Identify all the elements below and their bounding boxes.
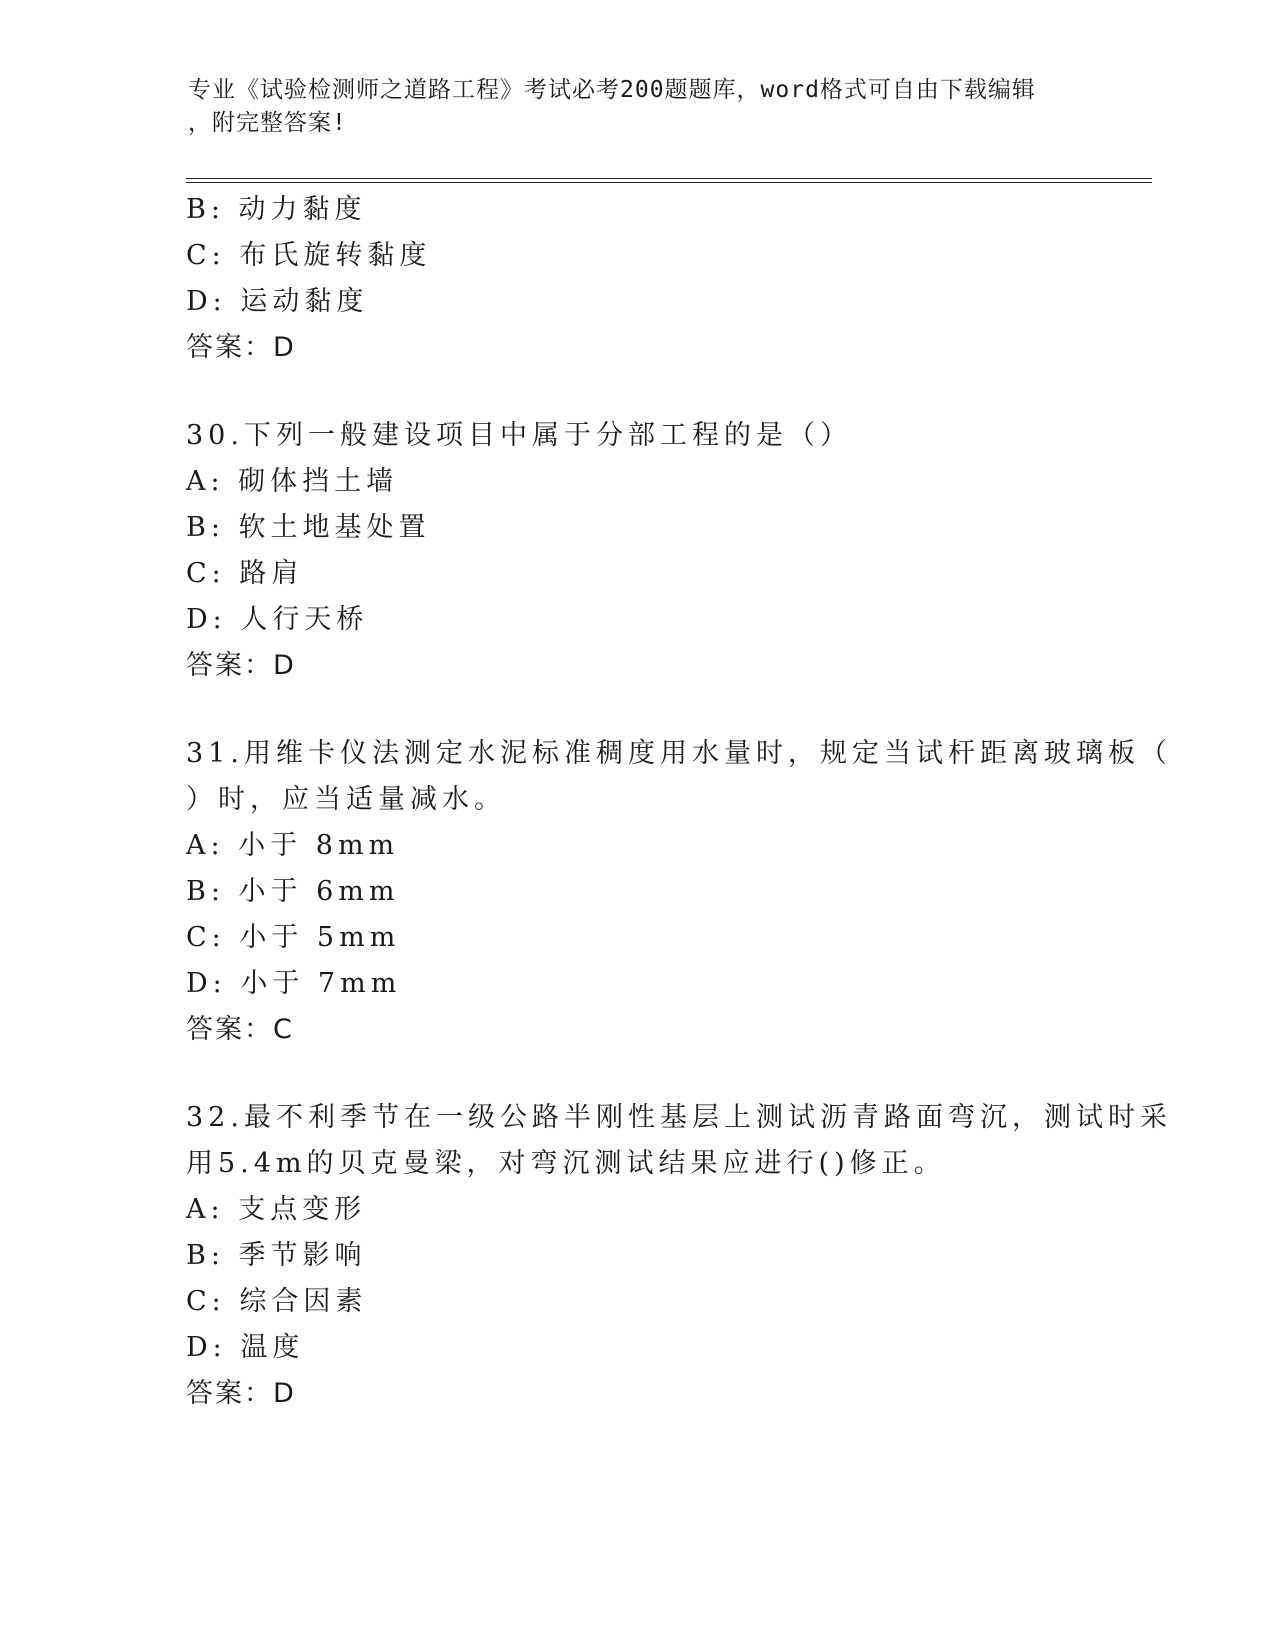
option-b: B: 小于 6mm (186, 876, 400, 907)
answer-line: 答案：D (186, 1378, 296, 1409)
question-block (186, 1095, 1172, 1417)
option-b: B: 动力黏度 (186, 194, 367, 225)
question-block (186, 731, 1172, 1053)
question-stem-line-2: ）时，应当适量减水。 (186, 784, 506, 815)
option-a: A: 砌体挡土墙 (186, 466, 399, 497)
answer-line: 答案：C (186, 1014, 294, 1045)
option-c: C: 布氏旋转黏度 (186, 240, 432, 271)
option-b: B: 软土地基处置 (186, 512, 431, 543)
option-d: D: 运动黏度 (186, 286, 369, 317)
option-d: D: 人行天桥 (186, 604, 369, 635)
option-d: D: 温度 (186, 1332, 305, 1363)
question-stem: 30.下列一般建设项目中属于分部工程的是（） (186, 420, 852, 451)
option-c: C: 小于 5mm (186, 922, 401, 953)
header-line-1: 专业《试验检测师之道路工程》考试必考200题题库，word格式可自由下载编辑 (188, 77, 1036, 103)
option-b: B: 季节影响 (186, 1240, 367, 1271)
option-a: A: 支点变形 (186, 1194, 367, 1225)
answer-line: 答案：D (186, 650, 296, 681)
page-header (188, 74, 1078, 140)
question-stem-line-1: 32.最不利季节在一级公路半刚性基层上测试沥青路面弯沉，测试时采 (186, 1102, 1172, 1133)
question-list (186, 187, 1172, 1417)
question-stem-line-2: 用5.4m的贝克曼梁，对弯沉测试结果应进行()修正。 (186, 1148, 946, 1179)
answer-line: 答案：D (186, 332, 296, 363)
question-block (186, 413, 1086, 689)
header-line-2: ，附完整答案! (188, 110, 347, 136)
header-divider (186, 178, 1152, 183)
option-a: A: 小于 8mm (186, 830, 400, 861)
option-d: D: 小于 7mm (186, 968, 402, 999)
question-stem-line-1: 31.用维卡仪法测定水泥标准稠度用水量时，规定当试杆距离玻璃板（ (186, 738, 1172, 769)
question-block-continued (186, 187, 1086, 371)
option-c: C: 综合因素 (186, 1286, 368, 1317)
option-c: C: 路肩 (186, 558, 304, 589)
